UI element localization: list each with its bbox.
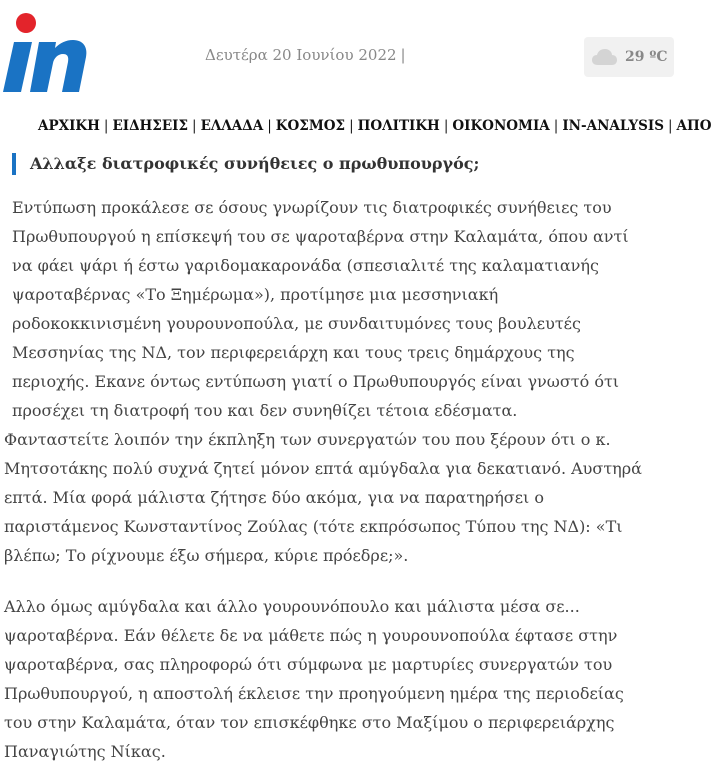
article-title: Αλλαξε διατροφικές συνήθειες ο πρωθυπουργός; bbox=[12, 153, 664, 175]
logo-letter-i bbox=[3, 42, 32, 92]
nav-item-economy[interactable]: ΟΙΚΟΝΟΜΙΑ bbox=[452, 118, 550, 134]
nav-item-home[interactable]: ΑΡΧΙΚΗ bbox=[38, 118, 100, 134]
temperature: 29 ºC bbox=[625, 49, 668, 65]
nav-item-opinions[interactable]: ΑΠΟ bbox=[676, 118, 712, 134]
nav-item-news[interactable]: ΕΙΔΗΣΕΙΣ bbox=[112, 118, 188, 134]
nav-item-world[interactable]: ΚΟΣΜΟΣ bbox=[275, 118, 346, 134]
nav-separator: | bbox=[192, 118, 197, 134]
article-paragraph: Φανταστείτε λοιπόν την έκπληξη των συνεργατών του που ξέρουν ότι ο κ. Μητσοτάκης πολύ συχνά ζητεί μόνον επτά αμύγδαλα για δεκατιανό. Αυστηρά επτά. Μία φορά μάλιστα ζήτησε δύο ακόμα, για να παρατηρήσει ο παριστάμενος Κωνσταντίνος Ζούλας (τότε εκπρόσωπος Τύπου της ΝΔ): «Τι βλέπω; Το ρίχνουμε έξω σήμερα, κύριε πρόεδρε;». bbox=[4, 430, 642, 565]
weather-widget[interactable] bbox=[584, 37, 674, 77]
nav-item-greece[interactable]: ΕΛΛΑΔΑ bbox=[200, 118, 264, 134]
site-logo[interactable] bbox=[2, 6, 88, 96]
article-paragraph: Εντύπωση προκάλεσε σε όσους γνωρίζουν τις διατροφικές συνήθειες του Πρωθυπουργού η επίσκεψή του σε ψαροταβέρνα στην Καλαμάτα, όπου αντί να φάει ψάρι ή έστω γαριδομακαρονάδα (σπεσιαλιτέ της καλαματιανής ψαροταβέρνας «Το Ξημέρωμα»), προτίμησε μια μεσσηνιακή ροδοκοκκινισμένη γουρουνοπούλα, με συνδαιτυμόνες τους βουλευτές Μεσσηνίας της ΝΔ, τον περιφερειάρχη και τους τρεις δημάρχους της περιοχής. Εκανε όντως εντύπωση γιατί ο Πρωθυπουργός είναι γνωστό ότι προσέχει τη διατροφή του και δεν συνηθίζει τέτοια εδέσματα. bbox=[12, 198, 629, 420]
nav-separator: | bbox=[103, 118, 109, 134]
date-text: Δευτέρα 20 Ιουνίου 2022 bbox=[205, 46, 397, 64]
nav-separator: | bbox=[267, 118, 272, 134]
nav-item-in-analysis[interactable]: IN-ANALYSIS bbox=[562, 118, 664, 134]
date-separator: | bbox=[400, 46, 406, 64]
main-nav bbox=[38, 118, 712, 134]
cloud-icon bbox=[591, 47, 618, 67]
article-paragraph: Αλλο όμως αμύγδαλα και άλλο γουρουνόπουλο και μάλιστα μέσα σε... ψαροταβέρνα. Εάν θέλετε δε να μάθετε πώς η γουρουνοπούλα έφτασε στην ψαροταβέρνα, σας πληροφορώ ότι σύμφωνα με μαρτυρίες συνεργατών του Πρωθυπουργού, η αποστολή έκλεισε την προηγούμενη ημέρα της περιοδείας του στην Καλαμάτα, όταν τον επισκέφθηκε στο Μαξίμου ο περιφερειάρχης Παναγιώτης Νίκας. bbox=[4, 597, 624, 761]
nav-separator: | bbox=[349, 118, 354, 134]
nav-separator: | bbox=[667, 118, 673, 134]
logo-letter-n bbox=[30, 40, 86, 92]
nav-separator: | bbox=[553, 118, 559, 134]
logo-dot bbox=[16, 13, 36, 33]
current-date bbox=[205, 46, 406, 64]
nav-separator: | bbox=[443, 118, 449, 134]
nav-item-politics[interactable]: ΠΟΛΙΤΙΚΗ bbox=[357, 118, 440, 134]
